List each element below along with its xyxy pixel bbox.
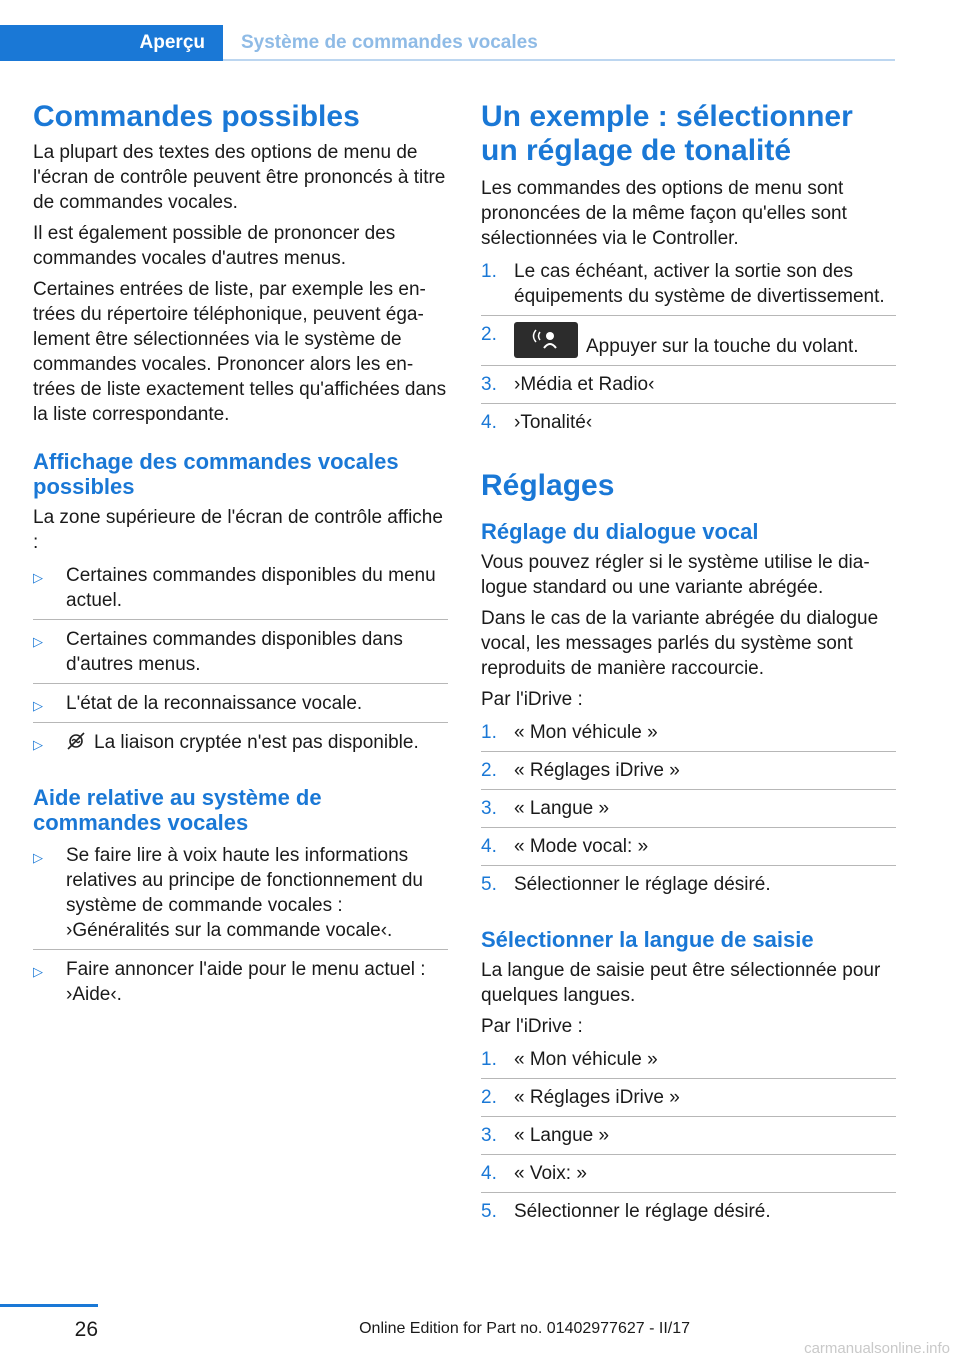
step-number: 5. — [481, 1201, 497, 1222]
step-number: 2. — [481, 1087, 497, 1108]
list-item: 4. « Voix: » — [481, 1161, 896, 1193]
paragraph: Il est également possible de prononcer des commandes vocales d'autres menus. — [33, 223, 396, 269]
dialog-steps — [481, 720, 896, 903]
step-number: 1. — [481, 722, 497, 743]
triangle-right-icon: ▷ — [33, 737, 43, 752]
header-divider — [223, 59, 895, 61]
list-item: 5. Sélectionner le réglage désiré. — [481, 874, 771, 895]
list-item: 1. Le cas échéant, activer la sortie son des équipements du système de divertissement. — [481, 259, 896, 316]
paragraph: La langue de saisie peut être sélectionnée pour quelques langues. — [481, 960, 881, 1006]
footer-divider — [0, 1304, 98, 1307]
triangle-right-icon: ▷ — [33, 698, 43, 713]
heading-dialogue-vocal: Réglage du dialogue vocal — [481, 519, 759, 544]
paragraph: Dans le cas de la variante abrégée du dialogue vocal, les messages parlés du système sont reproduits de manière raccourcie. — [481, 608, 879, 679]
paragraph: Par l'iDrive : — [481, 689, 583, 710]
example-steps — [481, 259, 896, 441]
list-item: 3. « Langue » — [481, 1123, 896, 1155]
list-item: ▷ Certaines commandes disponibles dans d'autres menus. — [33, 627, 448, 684]
step-number: 3. — [481, 798, 497, 819]
help-list — [33, 843, 448, 1013]
language-steps — [481, 1047, 896, 1230]
list-item: 2. Appuyer sur la touche du volant. — [481, 322, 896, 366]
list-item: 4. « Mode vocal: » — [481, 834, 896, 866]
page-header — [0, 0, 895, 62]
paragraph: Vous pouvez régler si le système utilise le dialogue standard ou une variante abrégée. — [481, 552, 870, 598]
list-item: 3. « Langue » — [481, 796, 896, 828]
heading-reglages: Réglages — [481, 469, 615, 502]
list-item: 1. « Mon véhicule » — [481, 720, 896, 752]
list-item: 3. ›Média et Radio‹ — [481, 372, 896, 404]
heading-exemple: Un exemple : sélectionner un réglage de tonalité — [481, 100, 853, 167]
step-number: 4. — [481, 412, 497, 433]
header-section-title: Système de commandes vocales — [241, 32, 538, 53]
heading-aide: Aide relative au système de commandes vocales — [33, 785, 322, 835]
step-number: 2. — [481, 324, 497, 345]
heading-affichage: Affichage des commandes vocales possibles — [33, 449, 399, 499]
left-column — [33, 100, 448, 1020]
encryption-unavailable-icon — [66, 731, 86, 758]
right-column — [481, 100, 896, 1236]
list-item: ▷ Faire annoncer l'aide pour le menu actuel : ›Aide‹. — [33, 959, 426, 1005]
list-item: 2. « Réglages iDrive » — [481, 1085, 896, 1117]
triangle-right-icon: ▷ — [33, 634, 43, 649]
paragraph: Certaines entrées de liste, par exemple les entrées du répertoire téléphonique, peuvent également être sélectionnées via le système de commandes vocales. Prononcer alors les entrées de liste exactement telles qu'affichées dans la liste correspondante. — [33, 279, 447, 425]
step-number: 5. — [481, 874, 497, 895]
step-number: 1. — [481, 261, 497, 282]
steering-wheel-voice-button-icon — [514, 322, 578, 358]
watermark: carmanualsonline.info — [804, 1340, 950, 1357]
step-number: 4. — [481, 836, 497, 857]
triangle-right-icon: ▷ — [33, 964, 43, 979]
list-item: 1. « Mon véhicule » — [481, 1047, 896, 1079]
step-number: 4. — [481, 1163, 497, 1184]
triangle-right-icon: ▷ — [33, 850, 43, 865]
list-item: ▷ Se faire lire à voix haute les informations relatives au principe de fonctionnement du système de commande vocales : ›Généralités sur la commande vocale‹. — [33, 843, 448, 950]
list-item: 2. « Réglages iDrive » — [481, 758, 896, 790]
heading-langue-saisie: Sélectionner la langue de saisie — [481, 927, 814, 952]
list-item: 4. ›Tonalité‹ — [481, 412, 593, 433]
step-number: 1. — [481, 1049, 497, 1070]
edition-info: Online Edition for Part no. 01402977627 - II/17 — [359, 1320, 690, 1337]
list-item: ▷ L'état de la reconnaissance vocale. — [33, 691, 448, 723]
list-item: ▷ La liaison cryptée n'est pas disponible. — [33, 730, 448, 764]
paragraph: Les commandes des options de menu sont prononcées de la même façon qu'elles sont sélectionnées via le Controller. — [481, 178, 847, 249]
page-number: 26 — [74, 1318, 98, 1341]
display-list — [33, 563, 448, 764]
list-item: 5. Sélectionner le réglage désiré. — [481, 1201, 771, 1222]
step-number: 2. — [481, 760, 497, 781]
step-number: 3. — [481, 374, 497, 395]
heading-commandes-possibles: Commandes possibles — [33, 100, 360, 133]
list-item: ▷ Certaines commandes disponibles du menu actuel. — [33, 563, 448, 620]
header-tab-apercu: Aperçu — [0, 25, 223, 61]
paragraph: La plupart des textes des options de menu de l'écran de contrôle peuvent être prononcés à titre de commandes vocales. — [33, 142, 446, 213]
triangle-right-icon: ▷ — [33, 570, 43, 585]
step-number: 3. — [481, 1125, 497, 1146]
paragraph: La zone supérieure de l'écran de contrôle affiche : — [33, 507, 443, 553]
paragraph: Par l'iDrive : — [481, 1016, 583, 1037]
